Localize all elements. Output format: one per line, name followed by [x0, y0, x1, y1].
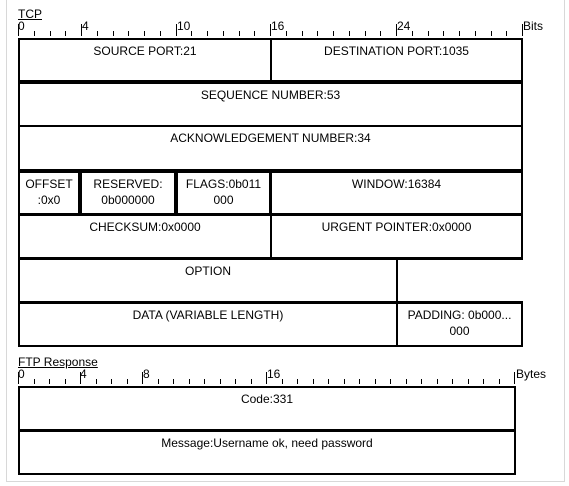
- tcp-ruler-tick: [65, 31, 66, 36]
- tcp-data: [18, 302, 398, 347]
- ftp-ruler-tick: [359, 379, 360, 384]
- ftp-message: [18, 430, 516, 475]
- ftp-ruler-tick: [96, 379, 97, 384]
- tcp-reserved-value: 0b000000: [101, 193, 155, 207]
- ftp-ruler-tick: [390, 379, 391, 384]
- tcp-ruler-tick: [443, 31, 444, 36]
- ftp-ruler-tick: [189, 379, 190, 384]
- tcp-urgent-pointer: [270, 214, 523, 259]
- ftp-ruler-label: 8: [143, 367, 150, 381]
- tcp-checksum-label: CHECKSUM:0x0000: [89, 220, 201, 234]
- ftp-ruler-label: 4: [80, 367, 87, 381]
- tcp-section-title: TCP: [18, 7, 42, 21]
- tcp-padding-label: PADDING: 0b000...: [407, 308, 512, 322]
- tcp-ruler-tick: [428, 31, 429, 36]
- ftp-ruler-tick: [127, 379, 128, 384]
- tcp-destination-port: [270, 38, 523, 82]
- tcp-urgent-pointer-label: URGENT POINTER:0x0000: [321, 220, 472, 234]
- ftp-ruler-tick: [328, 379, 329, 384]
- tcp-ruler-tick: [365, 31, 366, 36]
- ftp-ruler-tick: [111, 379, 112, 384]
- ftp-byte-ruler: [18, 367, 558, 384]
- tcp-source-port-label: SOURCE PORT:21: [93, 44, 197, 58]
- ftp-ruler-tick: [313, 379, 314, 384]
- tcp-ruler-tick: [317, 31, 318, 36]
- ftp-ruler-tick: [173, 379, 174, 384]
- ftp-ruler-tick: [344, 379, 345, 384]
- ftp-ruler-tick: [483, 379, 484, 384]
- ftp-ruler-tick: [514, 372, 515, 384]
- tcp-ruler-tick: [97, 31, 98, 36]
- ftp-ruler-tick: [452, 379, 453, 384]
- tcp-data-label: DATA (VARIABLE LENGTH): [132, 308, 284, 322]
- tcp-padding: [396, 302, 523, 347]
- tcp-ruler-label: 10: [177, 19, 191, 33]
- ftp-ruler-tick: [251, 379, 252, 384]
- tcp-ruler-tick: [239, 31, 240, 36]
- tcp-ruler-tick: [34, 31, 35, 36]
- tcp-ruler-tick: [475, 31, 476, 36]
- tcp-reserved: [80, 171, 176, 215]
- ftp-code-label: Code:331: [240, 392, 294, 406]
- tcp-ruler-tick: [349, 31, 350, 36]
- ftp-section-title: FTP Response: [18, 355, 98, 369]
- ftp-code: [18, 386, 516, 431]
- tcp-ruler-label: 24: [397, 19, 411, 33]
- tcp-padding-value: 000: [449, 324, 470, 338]
- tcp-flags-value: 000: [213, 193, 234, 207]
- tcp-ack-number-label: ACKNOWLEDGEMENT NUMBER:34: [170, 131, 371, 145]
- tcp-sequence-number-label: SEQUENCE NUMBER:53: [200, 88, 341, 102]
- tcp-ack-number: [18, 125, 523, 171]
- tcp-sequence-number: [18, 82, 523, 127]
- tcp-offset: [18, 171, 80, 215]
- tcp-reserved-label: RESERVED:: [93, 177, 163, 191]
- tcp-ruler-label: 4: [82, 19, 89, 33]
- ftp-ruler-tick: [499, 379, 500, 384]
- ftp-ruler-tick: [282, 379, 283, 384]
- tcp-option-label: OPTION: [184, 264, 231, 278]
- tcp-ruler-tick: [506, 31, 507, 36]
- tcp-ruler-label: 0: [18, 19, 25, 33]
- tcp-flags-label: FLAGS:0b011: [185, 177, 262, 191]
- tcp-offset-value: :0x0: [37, 193, 61, 207]
- ftp-ruler-tick: [421, 379, 422, 384]
- tcp-ruler-tick: [491, 31, 492, 36]
- tcp-ruler-tick: [333, 31, 334, 36]
- tcp-option-blank: [396, 258, 523, 303]
- tcp-ruler-tick: [412, 31, 413, 36]
- ftp-ruler-tick: [235, 379, 236, 384]
- tcp-ruler-tick: [113, 31, 114, 36]
- ftp-ruler-tick: [375, 379, 376, 384]
- ftp-ruler-tick: [468, 379, 469, 384]
- tcp-ruler-unit: Bits: [523, 19, 544, 33]
- ftp-ruler-tick: [204, 379, 205, 384]
- tcp-offset-label: OFFSET: [25, 177, 73, 191]
- ftp-ruler-unit: Bytes: [516, 367, 547, 381]
- tcp-ruler-tick: [207, 31, 208, 36]
- ftp-ruler-tick: [406, 379, 407, 384]
- tcp-source-port: [18, 38, 272, 82]
- tcp-ruler-tick: [223, 31, 224, 36]
- tcp-ruler-tick: [459, 31, 460, 36]
- ftp-ruler-label: 16: [267, 367, 281, 381]
- ftp-ruler-tick: [437, 379, 438, 384]
- ftp-ruler-tick: [158, 379, 159, 384]
- tcp-ruler-tick: [128, 31, 129, 36]
- ftp-ruler-tick: [297, 379, 298, 384]
- tcp-option: [18, 258, 398, 303]
- tcp-ruler-tick: [144, 31, 145, 36]
- ftp-ruler-tick: [220, 379, 221, 384]
- tcp-ruler-tick: [50, 31, 51, 36]
- tcp-ruler-tick: [191, 31, 192, 36]
- ftp-ruler-label: 0: [18, 367, 25, 381]
- ftp-ruler-tick: [65, 379, 66, 384]
- tcp-ruler-label: 16: [271, 19, 285, 33]
- tcp-bit-ruler: [18, 19, 558, 36]
- tcp-ruler-tick: [380, 31, 381, 36]
- tcp-flags: [176, 171, 271, 215]
- tcp-ruler-tick: [160, 31, 161, 36]
- ftp-ruler-tick: [34, 379, 35, 384]
- tcp-window-label: WINDOW:16384: [351, 177, 442, 191]
- tcp-checksum: [18, 214, 272, 259]
- tcp-ruler-tick: [254, 31, 255, 36]
- ftp-message-label: Message:Username ok, need password: [161, 436, 373, 450]
- tcp-ruler-tick: [302, 31, 303, 36]
- tcp-destination-port-label: DESTINATION PORT:1035: [324, 44, 469, 58]
- ftp-ruler-tick: [49, 379, 50, 384]
- tcp-ruler-tick: [286, 31, 287, 36]
- tcp-window: [270, 171, 523, 215]
